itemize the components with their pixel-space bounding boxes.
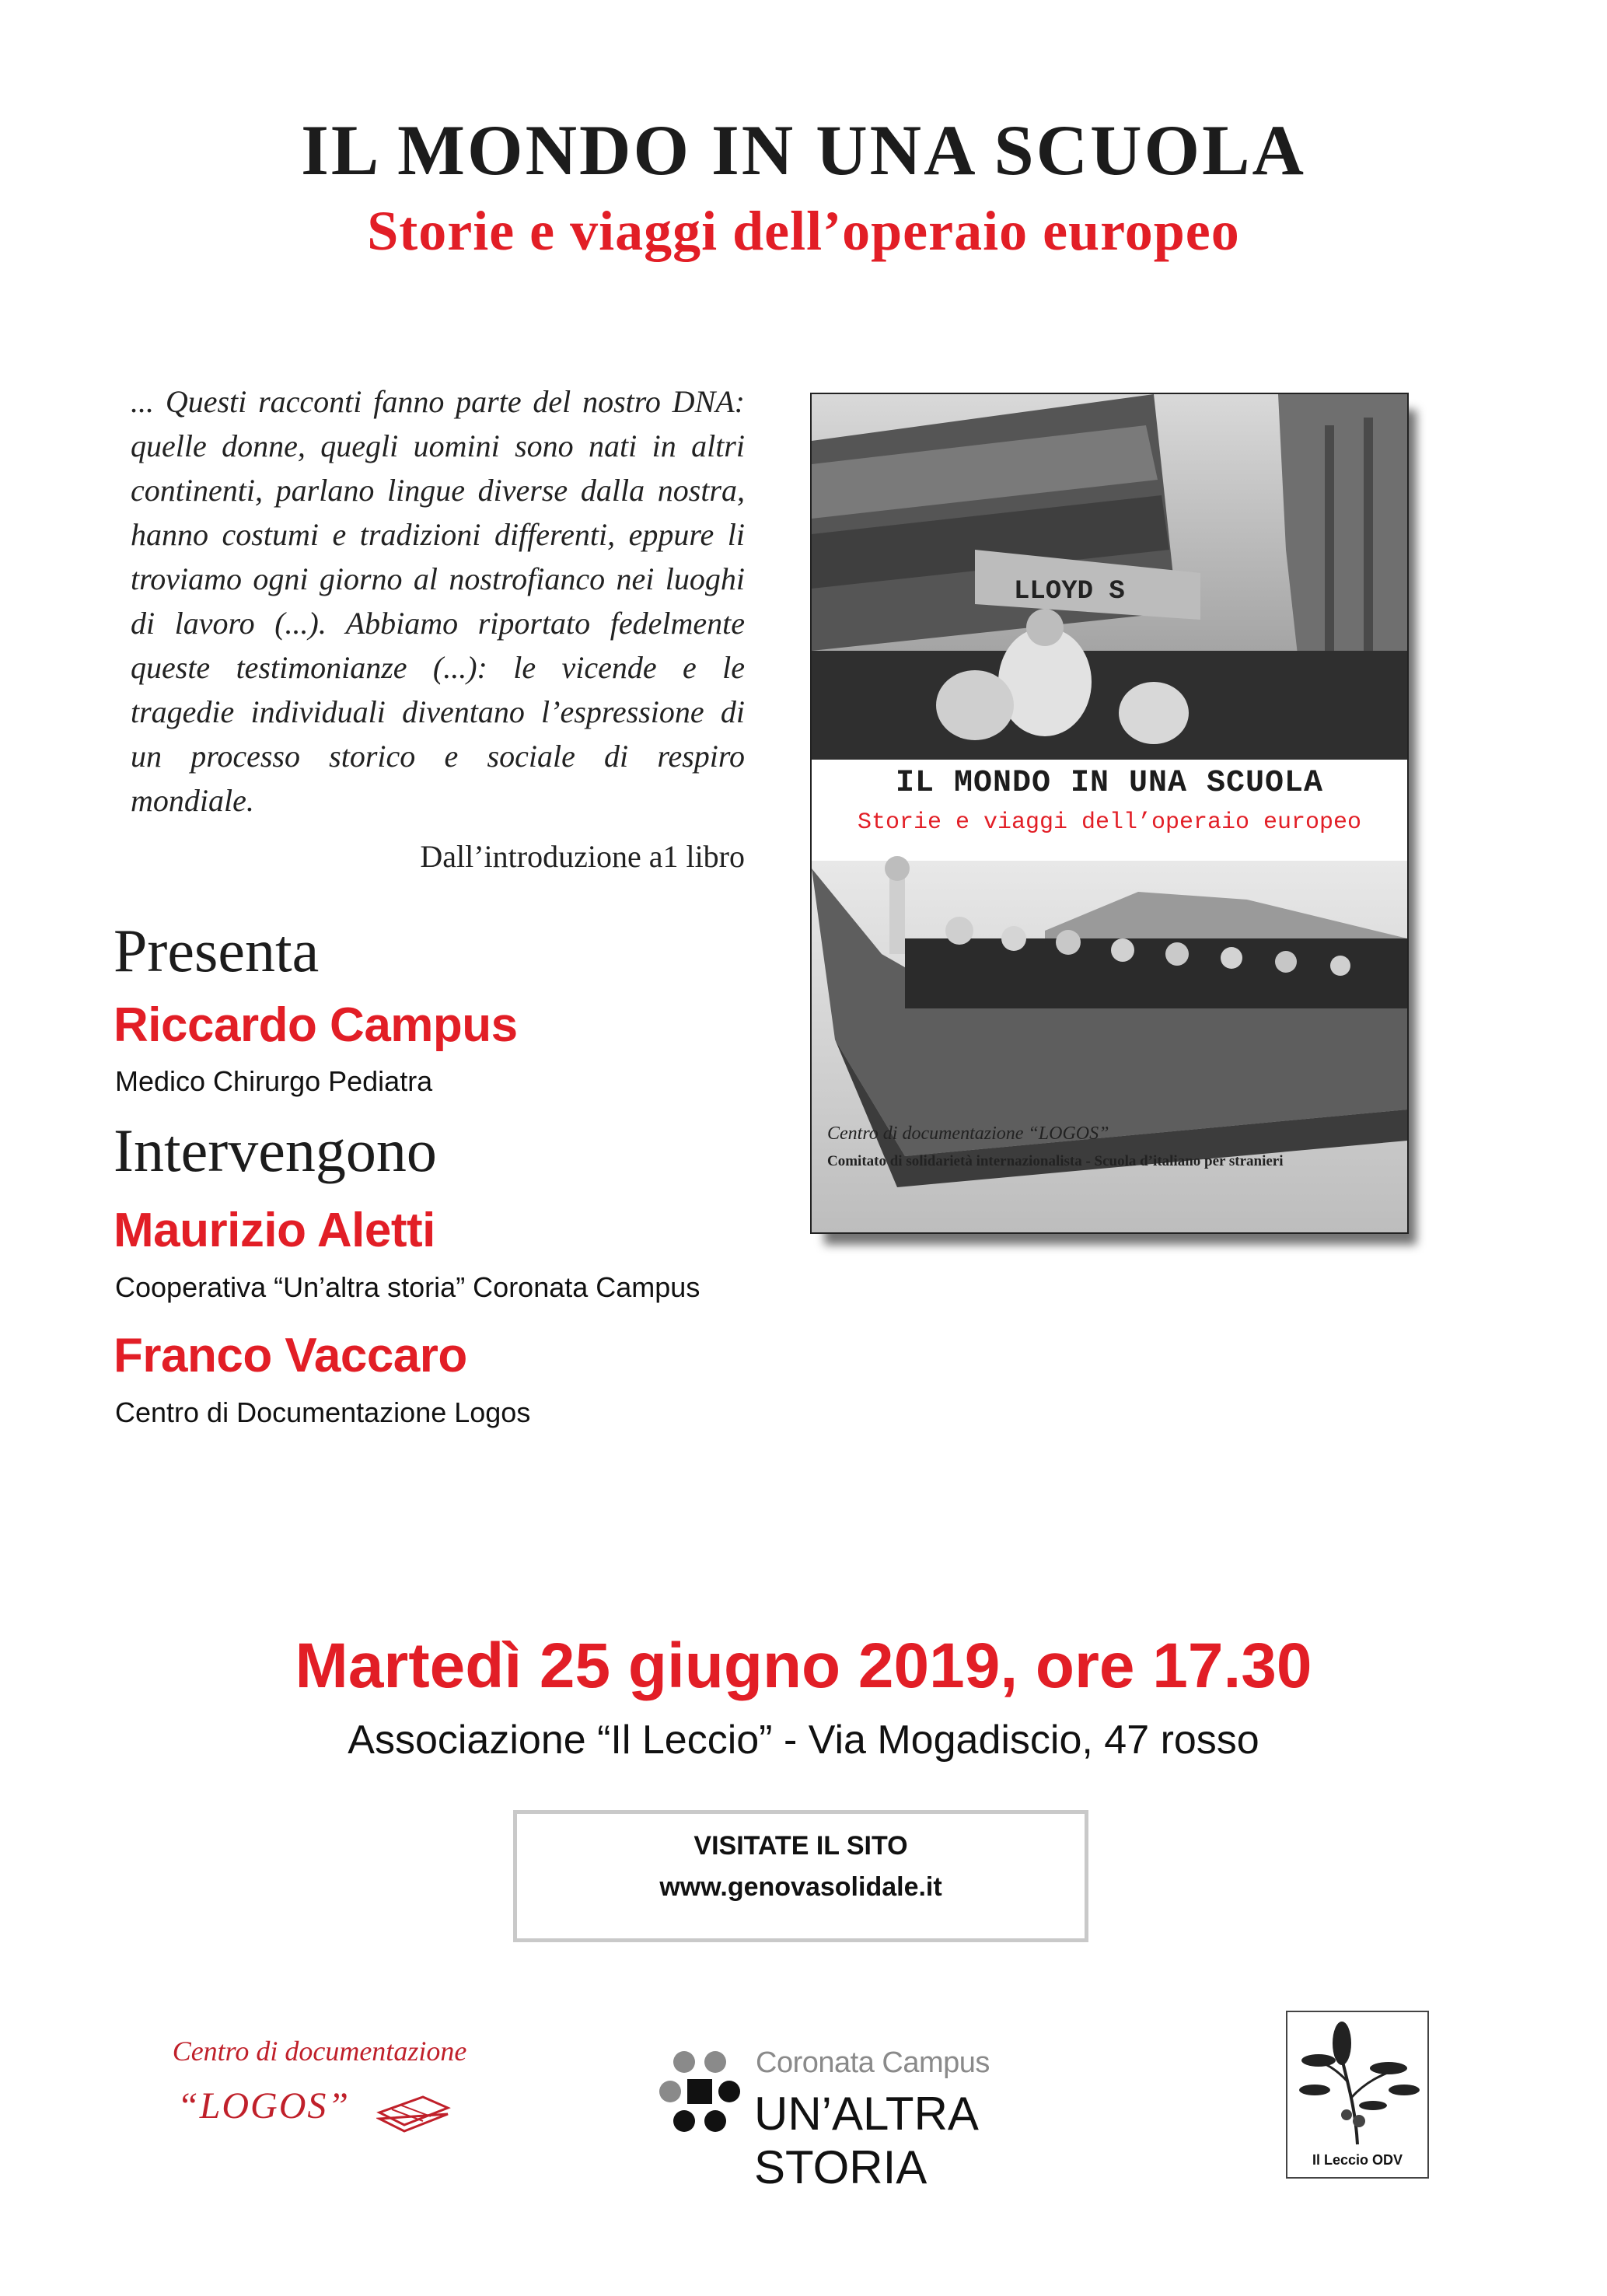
coronata-campus-logo — [653, 2045, 1104, 2193]
event-date: Martedì 25 giugno 2019, ore 17.30 — [295, 1630, 1312, 1701]
logos-center-logo — [152, 2035, 487, 2144]
coronata-line1: Coronata Campus — [756, 2046, 990, 2079]
presenter-role: Medico Chirurgo Pediatra — [115, 1065, 433, 1097]
cover-publisher: Centro di documentazione “LOGOS” — [827, 1124, 1109, 1144]
leccio-label: Il Leccio ODV — [1312, 2152, 1403, 2168]
logos-line2: “LOGOS” — [177, 2085, 351, 2127]
speaker-role: Centro di Documentazione Logos — [115, 1396, 531, 1428]
poster-title: IL MONDO IN UNA SCUOLA — [301, 110, 1306, 190]
event-place: Associazione “Il Leccio” - Via Mogadiscio, 47 rosso — [348, 1718, 1259, 1763]
cover-committee: Comitato di solidarietà internazionalista - Scuola d’italiano per stranieri — [827, 1153, 1284, 1169]
oak-branch-icon — [1287, 2012, 1427, 2152]
coronata-mark-icon — [653, 2045, 746, 2138]
book-cover — [810, 393, 1409, 1234]
speaker-name: Franco Vaccaro — [114, 1329, 467, 1382]
website-box[interactable] — [513, 1810, 1088, 1942]
speaker-role: Cooperativa “Un’altra storia” Coronata Campus — [115, 1271, 700, 1303]
cover-subtitle: Storie e viaggi dell’operaio europeo — [857, 809, 1362, 836]
intro-quote: ... Questi racconti fanno parte del nostro DNA: quelle donne, quegli uomini sono nati in altri continenti, parlano lingue diverse dalla nostra, hanno costumi e tradizioni differenti, eppure li troviamo ogni giorno al nostrofianco nei luoghi di lavoro (...). Abbiamo riportato fedelmente queste testimonianze (...): le vicende e le tragedie individuali diventano l’espressione di un processo storico e sociale di respiro mondiale. — [131, 384, 745, 818]
coronata-line2: UN’ALTRA STORIA — [754, 2088, 976, 2193]
presenter-heading: Presenta — [114, 917, 320, 984]
book-stack-icon — [376, 2081, 451, 2136]
website-label: VISITATE IL SITO — [693, 1831, 908, 1861]
website-link[interactable]: www.genovasolidale.it — [659, 1872, 942, 1902]
quote-source: Dall’introduzione a1 libro — [420, 839, 745, 874]
il-leccio-logo — [1286, 2011, 1429, 2179]
cover-title: IL MONDO IN UNA SCUOLA — [895, 766, 1324, 801]
poster-subtitle: Storie e viaggi dell’operaio europeo — [367, 200, 1240, 262]
logos-line1: Centro di documentazione — [172, 2036, 467, 2067]
speaker-name: Maurizio Aletti — [114, 1204, 435, 1257]
presenter-name: Riccardo Campus — [114, 998, 518, 1052]
cover-sign-text: LLOYD S — [1014, 577, 1125, 606]
speakers-heading: Intervengono — [114, 1117, 437, 1184]
